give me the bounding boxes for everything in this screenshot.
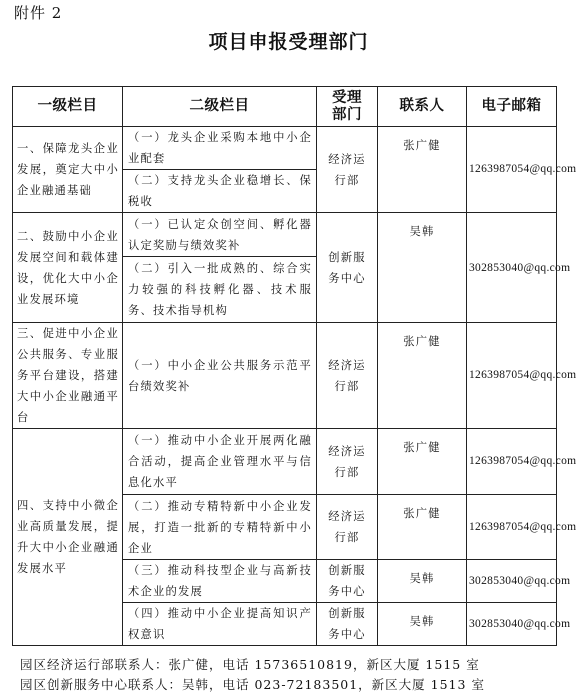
table-row <box>13 429 557 495</box>
level2-cell: （一）已认定众创空间、孵化器认定奖励与绩效奖补 <box>123 213 317 257</box>
department-cell: 经济运行部 <box>317 323 378 429</box>
footer-contact-economic: 园区经济运行部联系人：张广健，电话 15736510819，新区大厦 1515 室 <box>20 657 480 672</box>
table-row <box>13 323 557 429</box>
attachment-label: 附件 2 <box>14 4 63 22</box>
department-cell: 创新服务中心 <box>317 603 378 646</box>
department-cell: 经济运行部 <box>317 495 378 560</box>
footer-contact-innovation: 园区创新服务中心联系人：吴韩，电话 023-72183501，新区大厦 1513 室 <box>20 677 485 692</box>
level2-cell: （一）中小企业公共服务示范平台绩效奖补 <box>123 323 317 429</box>
header-contact: 联系人 <box>378 87 467 127</box>
contact-cell: 吴韩 <box>378 213 467 323</box>
level1-cell: 一、保障龙头企业发展，奠定大中小企业融通基础 <box>13 127 123 213</box>
email-cell: 1263987054@qq.com <box>467 127 557 213</box>
email-cell: 1263987054@qq.com <box>467 429 557 495</box>
table-header-row <box>13 87 557 127</box>
level2-cell: （二）支持龙头企业稳增长、保税收 <box>123 170 317 213</box>
email-cell: 302853040@qq.com <box>467 603 557 646</box>
department-cell: 创新服务中心 <box>317 560 378 603</box>
level2-cell: （四）推动中小企业提高知识产权意识 <box>123 603 317 646</box>
department-cell: 经济运行部 <box>317 429 378 495</box>
email-cell: 1263987054@qq.com <box>467 495 557 560</box>
header-level1: 一级栏目 <box>13 87 123 127</box>
page-title: 项目申报受理部门 <box>208 31 369 53</box>
table-row <box>13 127 557 170</box>
department-cell: 创新服务中心 <box>317 213 378 323</box>
department-table <box>12 86 577 646</box>
level2-cell: （二）引入一批成熟的、综合实力较强的科技孵化器、技术服务、技术指导机构 <box>123 257 317 323</box>
contact-cell: 张广健 <box>378 495 467 560</box>
level2-cell: （一）推动中小企业开展两化融合活动，提高企业管理水平与信息化水平 <box>123 429 317 495</box>
header-email: 电子邮箱 <box>467 87 557 127</box>
level2-cell: （三）推动科技型企业与高新技术企业的发展 <box>123 560 317 603</box>
level2-cell: （二）推动专精特新中小企业发展，打造一批新的专精特新中小企业 <box>123 495 317 560</box>
email-cell: 302853040@qq.com <box>467 560 557 603</box>
contact-cell: 张广健 <box>378 323 467 429</box>
table-row <box>13 213 557 257</box>
email-cell: 1263987054@qq.com <box>467 323 557 429</box>
contact-cell: 吴韩 <box>378 603 467 646</box>
header-department: 受理部门 <box>317 87 378 127</box>
contact-cell: 张广健 <box>378 127 467 213</box>
level1-cell: 四、支持中小微企业高质量发展，提升大中小企业融通发展水平 <box>13 429 123 646</box>
level2-cell: （一）龙头企业采购本地中小企业配套 <box>123 127 317 170</box>
contact-cell: 吴韩 <box>378 560 467 603</box>
email-cell: 302853040@qq.com <box>467 213 557 323</box>
level1-cell: 三、促进中小企业公共服务、专业服务平台建设，搭建大中小企业融通平台 <box>13 323 123 429</box>
contact-cell: 张广健 <box>378 429 467 495</box>
department-cell: 经济运行部 <box>317 127 378 213</box>
header-level2: 二级栏目 <box>123 87 317 127</box>
level1-cell: 二、鼓励中小企业发展空间和载体建设，优化大中小企业发展环境 <box>13 213 123 323</box>
